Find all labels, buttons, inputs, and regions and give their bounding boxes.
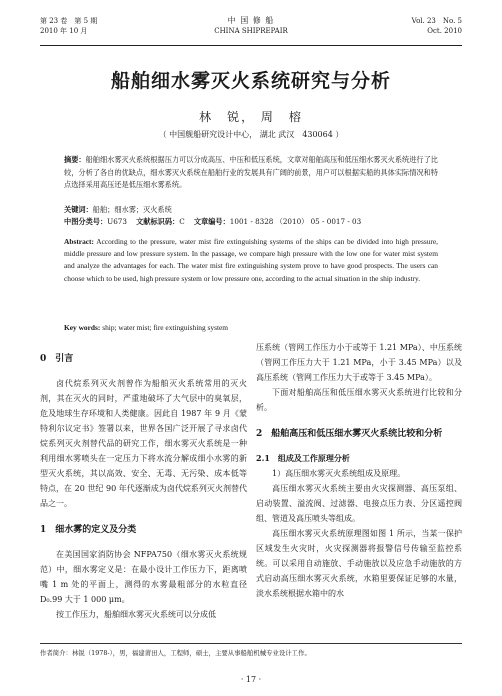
abstract-en-label: Abstract: (64, 237, 94, 246)
affiliation: （ 中国舰船研究设计中心， 湖北 武汉 430064 ） (158, 130, 344, 139)
clc-value: U673 (107, 217, 127, 226)
authors: 林 锐， 周 榕 (199, 110, 303, 124)
journal-name-en: CHINA SHIPREPAIR (214, 27, 288, 35)
section-0-paragraph: 卤代烷系列灭火剂曾作为船舶灭火系统常用的灭火剂，其在灭火的同时，严重地破坏了大气层中的臭氧层，危及地球生存环境和人类健康。因此自 1987 年 9 月《蒙特利尔议定书》签署以来，世界各国广泛开展了寻求卤代烷系列灭火剂替代品的研究工作，细水雾灭火系统是一种利用细水雾喷头在一定压力下将水流分解成细小水雾的新型灭火系统，其以高效、安全、无毒、无污染、成本低等特点，在 20 世纪 90 年代逐渐成为卤代烷系列灭火剂替代品之一。 (40, 379, 247, 508)
keywords-en-text: ship; water mist; fire extinguishing system (100, 323, 229, 332)
running-header (40, 14, 462, 46)
subsection-2-1-paragraph-1: 高压细水雾灭火系统主要由火灾探测器、高压泵组、启动装置、溢流阀、过滤器、电接点压力表、分区遥控阀组、管道及高压喷头等组成。 (256, 484, 462, 523)
header-center (40, 16, 462, 36)
paper-title: 船舶细水雾灭火系统研究与分析 (110, 70, 391, 92)
article-no-label: 文章编号： (193, 217, 230, 226)
abstract-cn (64, 154, 438, 192)
classification-line (64, 216, 438, 227)
article-no-value: 1001 - 8328 （2010） 05 - 0017 - 03 (229, 217, 362, 226)
section-1-heading: 1 细水雾的定义及分类 (40, 525, 137, 535)
abstract-cn-label: 摘要： (64, 155, 86, 164)
abstract-en-text: According to the pressure, water mist fire extinguishing systems of the ships can be divided into high pressure, middle pressure and low pressure system. In the passage, we compare high pressure with the low one for water mist system and analyze the advantages for each. The water mist fire extinguishing system prove to have good prospects. The users can choose which to be used, high pressure system or low pressure one, according to the actual situation in the ship industry. (64, 237, 438, 283)
keywords-cn-text: 船舶；细水雾；灭火系统 (92, 205, 172, 214)
subsection-2-1-paragraph-2: 高压细水雾灭火系统原理图如图 1 所示，当某一保护区域发生火灾时，火灾探测器将报警信号传输至监控系统。可以采用自动施放、手动施放以及应急手动施放的方式启动高压细水雾灭火系统，水箱里要保证足够的水量，淡水系统根据水箱中的水 (256, 529, 462, 598)
transition-paragraph: 下面对船舶高压和低压细水雾灭火系统进行比较和分析。 (256, 388, 462, 412)
abstract-en (64, 236, 438, 285)
continued-paragraph: 压系统（管网工作压力小于或等于 1.21 MPa）、中压系统（管网工作压力大于 1.21 MPa，小于 3.45 MPa）以及高压系统（管网工作压力大于或等于 3.45 MPa）。 (256, 343, 462, 382)
volume-issue-cn: 第 23 卷 第 5 期 (40, 17, 98, 25)
clc-label: 中图分类号： (64, 217, 108, 226)
abstract-cn-text: 船舶细水雾灭火系统根据压力可以分成高压、中压和低压系统，文章对船舶高压和低压细水雾灭火系统进行了比较，分析了各自的优缺点，细水雾灭火系统在船舶行业的发展具有广阔的前景，用户可以根据实船的具体实际情况和特点选择采用高压还是低压细水雾系统。 (64, 155, 438, 189)
keywords-cn (64, 204, 438, 215)
date-en: Oct. 2010 (427, 27, 462, 35)
header-right (412, 16, 462, 36)
section-1-paragraph-1: 在美国国家消防协会 NFPA750（细水雾灭火系统规范）中，细水雾定义是：在最小设计工作压力下，距离喷嘴 1 m 处的平面上，测得的水雾最粗部分的水粒直径 D₀.99 大于 1 000 μm。 (40, 550, 247, 604)
author-footnote: 作者简介：林锐（1978-），男，福建莆田人，工程师，硕士，主要从事船舶机械专业设计工作。 (40, 643, 462, 657)
subsection-2-1-item-1: 1）高压细水雾灭火系统组成及原理。 (272, 469, 406, 478)
doc-code-value: C (179, 217, 185, 226)
keywords-en-label: Key words: (64, 323, 101, 332)
subsection-2-1-heading: 2.1 组成及工作原理分析 (256, 453, 350, 463)
doc-code-label: 文献标识码： (136, 217, 180, 226)
keywords-cn-label: 关键词： (64, 205, 93, 214)
section-1-paragraph-2: 按工作压力，船舶细水雾灭火系统可以分成低 (56, 610, 216, 619)
left-column (40, 340, 247, 622)
date-cn: 2010 年 10 月 (40, 27, 88, 35)
volume-issue-en: Vol. 23 No. 5 (411, 17, 462, 25)
section-2-heading: 2 船舶高压和低压细水雾灭火系统比较和分析 (256, 429, 443, 439)
page-number: · 17 · (240, 675, 262, 684)
right-column (256, 340, 462, 601)
section-0-heading: 0 引言 (40, 354, 74, 364)
keywords-en (64, 323, 438, 332)
journal-name-cn: 中 国 修 船 (227, 16, 275, 25)
